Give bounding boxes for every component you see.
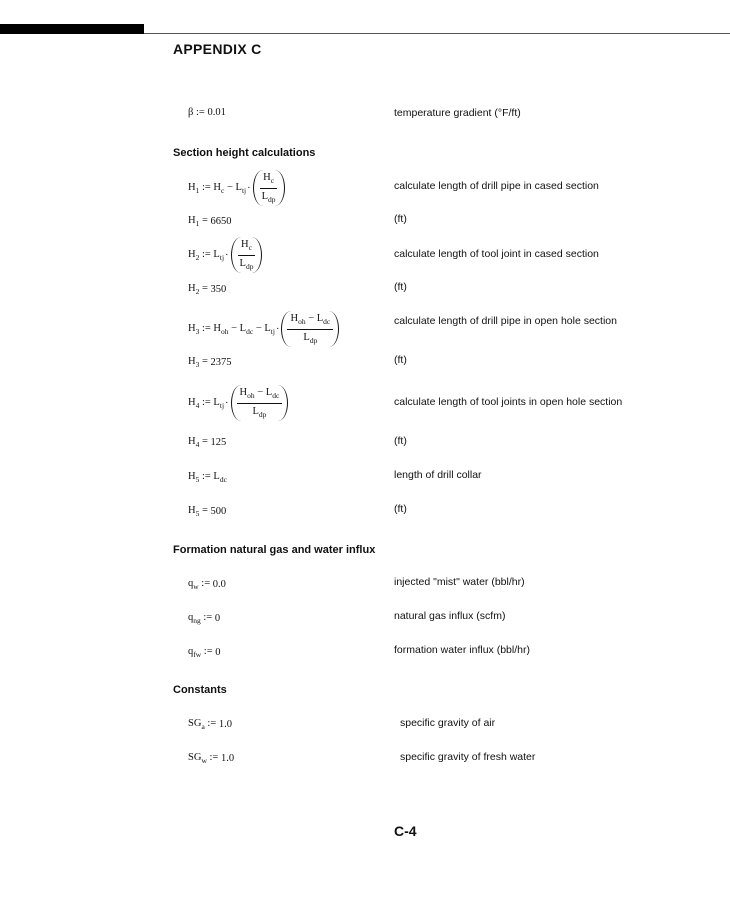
h2-description: calculate length of tool joint in cased section <box>394 248 599 260</box>
qfw-definition: $q_{fw}$ := 0 <box>188 646 221 659</box>
qw-definition: $q_w$ := 0.0 <box>188 578 226 591</box>
qfw-description: formation water influx (bbl/hr) <box>394 644 530 656</box>
sga-definition: $SG_a$ := 1.0 <box>188 718 232 731</box>
sgw-description: specific gravity of fresh water <box>400 751 536 763</box>
h3-result: $H_3$ = 2375 <box>188 356 232 369</box>
h2-result: $H_2$ = 350 <box>188 283 227 296</box>
beta-definition: β := 0.01 <box>188 107 226 118</box>
h3-description: calculate length of drill pipe in open hole section <box>394 315 617 327</box>
h3-unit: (ft) <box>394 354 407 366</box>
qng-definition: $q_{ng}$ := 0 <box>188 612 221 625</box>
sgw-definition: $SG_w$ := 1.0 <box>188 752 235 765</box>
h1-result: $H_1$ = 6650 <box>188 215 232 228</box>
h4-description: calculate length of tool joints in open hole section <box>394 396 623 408</box>
h4-unit: (ft) <box>394 435 407 447</box>
h2-unit: (ft) <box>394 281 407 293</box>
h4-result: $H_4$ = 125 <box>188 436 227 449</box>
h3-definition: $H_3$ := $H_{oh} - L_{dc} - L_{tj}$ · $\frac{H_{oh} - L_{dc}}{L_{dp}}$ <box>188 311 339 347</box>
beta-description: temperature gradient (°F/ft) <box>394 107 521 119</box>
qw-description: injected "mist" water (bbl/hr) <box>394 576 525 588</box>
formation-heading: Formation natural gas and water influx <box>173 544 376 556</box>
h5-unit: (ft) <box>394 503 407 515</box>
section-height-heading: Section height calculations <box>173 147 316 159</box>
h4-definition: $H_4$ := $L_{tj}$ · $\frac{H_{oh} - L_{dc}}{L_{dp}}$ <box>188 385 288 421</box>
h1-definition: $H_1$ := $H_c - L_{tj}$ · $\frac{H_c}{L_{dp}}$ <box>188 170 285 206</box>
h5-result: $H_5$ = 500 <box>188 505 227 518</box>
sga-description: specific gravity of air <box>400 717 496 729</box>
h2-definition: $H_2$ := $L_{tj}$ · $\frac{H_c}{L_{dp}}$ <box>188 237 262 273</box>
h1-description: calculate length of drill pipe in cased section <box>394 180 599 192</box>
header-bar <box>0 24 144 34</box>
qng-description: natural gas influx (scfm) <box>394 610 506 622</box>
h5-definition: $H_5$ := $L_{dc}$ <box>188 471 227 484</box>
constants-heading: Constants <box>173 684 227 696</box>
h1-unit: (ft) <box>394 213 407 225</box>
h5-description: length of drill collar <box>394 469 482 481</box>
appendix-title: APPENDIX C <box>173 41 262 57</box>
page-number: C-4 <box>394 823 417 839</box>
header-rule <box>144 33 730 34</box>
